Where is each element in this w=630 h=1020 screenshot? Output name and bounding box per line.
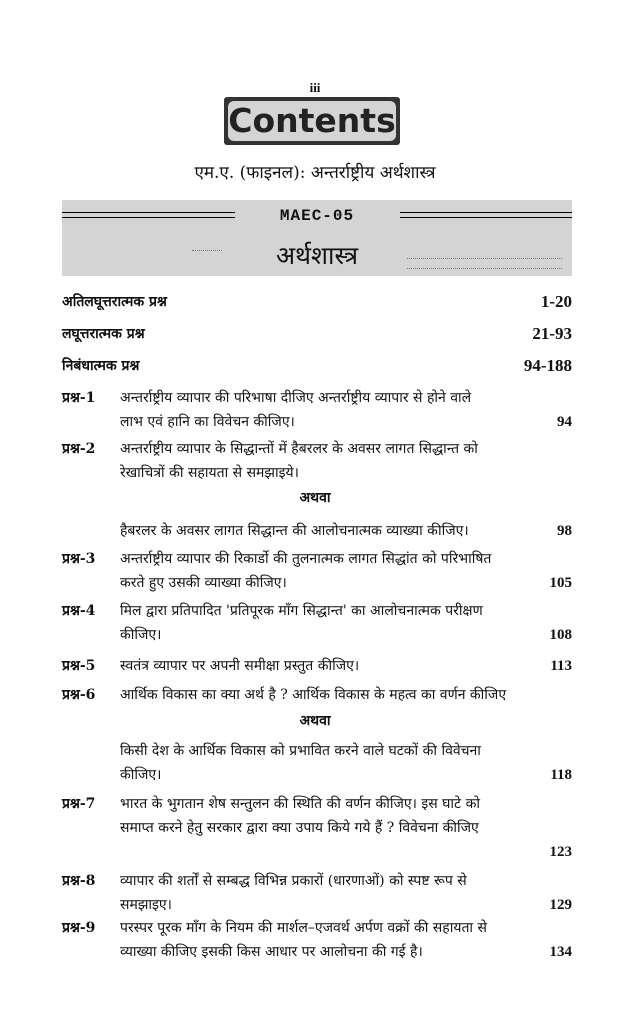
question-entry (62, 519, 572, 543)
question-text-line: व्यापार की शर्तों से सम्बद्ध विभिन्न प्रकारों (धारणाओं) को स्पष्ट रूप से (120, 873, 467, 889)
question-entry (62, 739, 572, 787)
question-page: 123 (549, 844, 572, 860)
question-text-line: परस्पर पूरक माँग के नियम की मार्शल–एजवर्थ अर्पण वक्रों की सहायता से (120, 920, 487, 936)
question-text-line: समझाइए। 129 (120, 893, 572, 917)
page-number: iii (309, 80, 321, 95)
question-label: प्रश्न-6 (62, 687, 96, 703)
question-label: प्रश्न-1 (62, 390, 96, 406)
question-text-line: समाप्त करने हेतु सरकार द्वारा क्या उपाय किये गये हैं ? विवेचना कीजिए (120, 820, 479, 836)
question-label: प्रश्न-3 (62, 551, 96, 567)
question-entry (62, 683, 572, 707)
question-entry (62, 654, 572, 678)
question-text-line: मिल द्वारा प्रतिपादित 'प्रतिपूरक माँग सिद्धान्त' का आलोचनात्मक परीक्षण (120, 603, 483, 619)
question-text-line: करते हुए उसकी व्याख्या कीजिए। 105 (120, 571, 572, 595)
question-label: प्रश्न-5 (62, 658, 96, 674)
section-pages: 94-188 (523, 356, 572, 375)
question-text-line: अन्तर्राष्ट्रीय व्यापार की रिकार्डो की तुलनात्मक लागत सिद्धांत को परिभाषित (120, 551, 492, 567)
section-label: अतिलघूत्तरात्मक प्रश्न (62, 294, 167, 310)
question-text-line: लाभ एवं हानि का विवेचन कीजिए। 94 (120, 410, 572, 434)
or-separator: अथवा (299, 490, 331, 506)
question-page: 98 (557, 523, 572, 539)
question-text-line: कीजिए। 108 (120, 623, 572, 647)
question-entry (62, 916, 572, 964)
section-pages: 21-93 (532, 324, 572, 343)
question-label: प्रश्न-2 (62, 441, 96, 457)
question-entry (62, 437, 572, 485)
contents-heading: Contents (228, 101, 396, 140)
section-label: लघूत्तरात्मक प्रश्न (62, 326, 145, 342)
course-subtitle: एम.ए. (फाइनल): अन्तर्राष्ट्रीय अर्थशास्त्र (194, 163, 436, 183)
contents-heading-box (224, 97, 400, 145)
paper-title: अर्थशास्त्र (275, 241, 359, 270)
paper-banner (62, 200, 572, 276)
question-text-line: किसी देश के आर्थिक विकास को प्रभावित करने वाले घटकों की विवेचना (120, 743, 481, 759)
paper-code: MAEC-05 (279, 207, 355, 225)
question-entry (62, 547, 572, 595)
question-text-line: भारत के भुगतान शेष सन्तुलन की स्थिति की वर्णन कीजिए। इस घाटे को (120, 796, 480, 812)
question-page: 134 (549, 944, 572, 960)
question-entry (62, 599, 572, 647)
question-text-line: कीजिए। 118 (120, 763, 572, 787)
question-text-line (120, 840, 572, 864)
question-page: 105 (549, 575, 572, 591)
question-label: प्रश्न-8 (62, 873, 96, 889)
contents-section (62, 356, 572, 375)
question-text-line: रेखाचित्रों की सहायता से समझाइये। (120, 465, 299, 481)
question-entry (62, 869, 572, 917)
contents-section (62, 324, 572, 343)
question-page: 113 (550, 658, 572, 674)
or-separator: अथवा (299, 713, 331, 729)
question-page: 118 (550, 767, 572, 783)
section-pages: 1-20 (540, 292, 572, 311)
question-text-line: आर्थिक विकास का क्या अर्थ है ? आर्थिक विकास के महत्व का वर्णन कीजिए (120, 687, 507, 703)
question-entry (62, 792, 572, 864)
question-text-line: स्वतंत्र व्यापार पर अपनी समीक्षा प्रस्तुत कीजिए। 113 (120, 654, 572, 678)
contents-section (62, 292, 572, 311)
question-label: प्रश्न-4 (62, 603, 96, 619)
question-label: प्रश्न-9 (62, 920, 96, 936)
question-page: 108 (549, 627, 572, 643)
section-label: निबंधात्मक प्रश्न (62, 358, 140, 374)
question-label: प्रश्न-7 (62, 796, 96, 812)
question-text-line: अन्तर्राष्ट्रीय व्यापार की परिभाषा दीजिए अन्तर्राष्ट्रीय व्यापार से होने वाले (120, 390, 472, 406)
question-text-line: हैबरलर के अवसर लागत सिद्धान्त की आलोचनात्मक व्याख्या कीजिए। 98 (120, 519, 572, 543)
question-text-line: अन्तर्राष्ट्रीय व्यापार के सिद्धान्तों में हैबरलर के अवसर लागत सिद्धान्त को (120, 441, 478, 457)
question-text-line: व्याख्या कीजिए इसकी किस आधार पर आलोचना की गई है। 134 (120, 940, 572, 964)
question-page: 129 (549, 897, 572, 913)
question-page: 94 (557, 414, 572, 430)
question-entry (62, 386, 572, 434)
